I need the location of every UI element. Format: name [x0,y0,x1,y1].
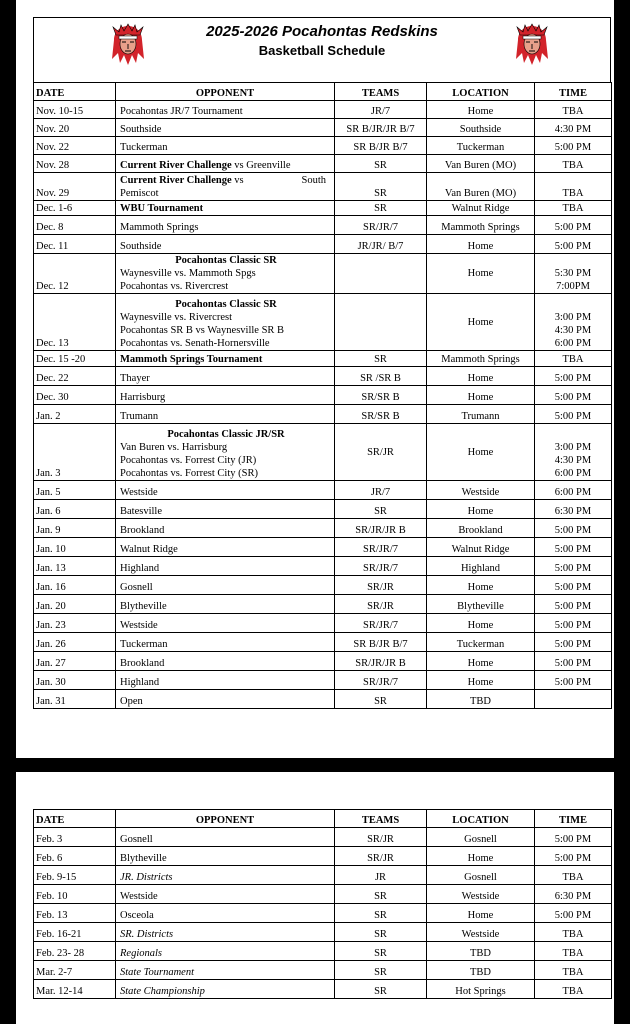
location-cell: Southside [427,119,535,137]
game-time: 3:00 PM [554,312,592,323]
date-cell: Nov. 20 [34,119,116,137]
table-row [34,614,612,633]
teams-cell: SR [335,942,427,961]
event-name: Pocahontas Classic SR [175,299,277,310]
location-cell: Home [427,101,535,119]
date-cell: Dec. 11 [34,235,116,254]
opponent-cell [116,294,335,351]
date-cell: Nov. 29 [34,173,116,201]
teams-cell: SR [335,201,427,216]
teams-cell: SR/JR/JR B [335,519,427,538]
column-header-location: LOCATION [427,810,535,828]
opponent-cell: Southside [116,119,335,137]
table-row [34,690,612,709]
date-cell: Jan. 31 [34,690,116,709]
opponent-cell: Brookland [116,652,335,671]
table-row [34,424,612,481]
location-cell: Home [427,614,535,633]
matchup: Pocahontas vs. Rivercrest [120,281,229,292]
location-cell: Brookland [427,519,535,538]
time-cell: TBA [535,866,612,885]
table-row [34,101,612,119]
teams-cell: SR B/JR/JR B/7 [335,119,427,137]
date-cell: Feb. 13 [34,904,116,923]
column-header-time: TIME [535,83,612,101]
table-row [34,557,612,576]
column-header-opponent: OPPONENT [116,83,335,101]
teams-cell: SR/JR [335,595,427,614]
teams-cell: SR/JR/7 [335,216,427,235]
date-cell: Dec. 22 [34,367,116,386]
time-cell: 5:00 PM [535,904,612,923]
time-cell: 5:00 PM [535,671,612,690]
table-row [34,904,612,923]
time-cell: 5:00 PM [535,557,612,576]
opponent-cell: Blytheville [116,595,335,614]
location-cell: TBD [427,942,535,961]
table-row [34,828,612,847]
teams-cell: JR/7 [335,101,427,119]
time-cell: TBA [535,101,612,119]
opponent-cell: Westside [116,481,335,500]
event-detail: vs [231,175,244,186]
table-row [34,980,612,999]
date-cell: Nov. 22 [34,137,116,155]
date-cell: Feb. 23- 28 [34,942,116,961]
event-detail: vs Greenville [231,160,291,171]
table-row [34,155,612,173]
opponent-cell: Open [116,690,335,709]
opponent-cell: Pocahontas JR/7 Tournament [116,101,335,119]
date-cell: Jan. 9 [34,519,116,538]
column-header-date: DATE [34,83,116,101]
time-cell: 5:00 PM [535,828,612,847]
date-cell: Dec. 13 [34,294,116,351]
opponent-cell: Mammoth Springs [116,216,335,235]
event-name: Pocahontas Classic JR/SR [167,429,285,440]
teams-cell: SR/SR B [335,386,427,405]
teams-cell: JR/7 [335,481,427,500]
time-cell: 5:00 PM [535,652,612,671]
date-cell: Jan. 13 [34,557,116,576]
table-row [34,519,612,538]
location-cell: Trumann [427,405,535,424]
date-cell: Jan. 10 [34,538,116,557]
time-cell: 5:00 PM [535,538,612,557]
teams-cell: SR [335,351,427,367]
time-cell: 5:00 PM [535,386,612,405]
teams-cell: JR [335,866,427,885]
teams-cell: SR [335,690,427,709]
location-cell: Home [427,671,535,690]
location-cell: Home [427,904,535,923]
location-cell: Mammoth Springs [427,351,535,367]
date-cell: Nov. 10-15 [34,101,116,119]
game-time: 5:30 PM [554,268,592,279]
opponent-cell: Regionals [116,942,335,961]
location-cell: Home [427,367,535,386]
location-cell: Blytheville [427,595,535,614]
time-cell [535,424,612,481]
teams-cell: SR/JR/JR B [335,652,427,671]
teams-cell: SR/JR/7 [335,614,427,633]
location-cell: Walnut Ridge [427,201,535,216]
table-row [34,137,612,155]
column-header-teams: TEAMS [335,810,427,828]
time-cell: TBA [535,923,612,942]
time-cell [535,254,612,294]
location-cell: Home [427,847,535,866]
date-cell: Jan. 16 [34,576,116,595]
teams-cell: SR [335,173,427,201]
table-row [34,538,612,557]
date-cell: Feb. 16-21 [34,923,116,942]
time-cell: 5:00 PM [535,847,612,866]
teams-cell: SR/JR/7 [335,538,427,557]
table-row [34,633,612,652]
date-cell: Dec. 30 [34,386,116,405]
time-cell: 5:00 PM [535,137,612,155]
location-cell: Home [427,576,535,595]
game-time: 4:30 PM [554,325,592,336]
teams-cell: SR [335,980,427,999]
table-row [34,235,612,254]
location-cell: Walnut Ridge [427,538,535,557]
teams-cell: SR/JR [335,828,427,847]
table-row [34,576,612,595]
location-cell: Home [427,294,535,351]
time-cell: TBA [535,155,612,173]
opponent-cell: SR. Districts [116,923,335,942]
time-cell: TBA [535,980,612,999]
table-row [34,386,612,405]
time-cell: TBA [535,942,612,961]
date-cell: Jan. 26 [34,633,116,652]
location-cell: Van Buren (MO) [427,173,535,201]
opponent-cell: Mammoth Springs Tournament [116,351,335,367]
location-cell: Westside [427,481,535,500]
teams-cell: SR /SR B [335,367,427,386]
opponent-cell: Highland [116,671,335,690]
date-cell: Dec. 8 [34,216,116,235]
schedule-table [33,82,612,709]
table-row [34,254,612,294]
event-name: Current River Challenge [120,175,232,186]
date-cell: Jan. 2 [34,405,116,424]
matchup: Pocahontas vs. Forrest City (JR) [120,455,257,466]
opponent-cell: Southside [116,235,335,254]
date-cell: Jan. 3 [34,424,116,481]
date-cell: Feb. 10 [34,885,116,904]
game-time: 7:00PM [556,281,590,292]
table-row [34,201,612,216]
opponent-cell: Harrisburg [116,386,335,405]
time-cell: TBA [535,173,612,201]
location-cell: TBD [427,690,535,709]
location-cell: Highland [427,557,535,576]
time-cell: 5:00 PM [535,614,612,633]
location-cell: Mammoth Springs [427,216,535,235]
opponent-cell: Trumann [116,405,335,424]
location-cell: Westside [427,923,535,942]
location-cell: Hot Springs [427,980,535,999]
table-row [34,847,612,866]
teams-cell: SR/JR [335,424,427,481]
table-row [34,923,612,942]
table-row [34,119,612,137]
game-time: 4:30 PM [554,455,592,466]
indian-head-mascot-icon [512,23,552,67]
game-time: 6:00 PM [554,338,592,349]
opponent-cell: State Tournament [116,961,335,980]
event-name: Pocahontas Classic SR [175,255,277,266]
teams-cell: SR B/JR B/7 [335,137,427,155]
opponent-cell: Osceola [116,904,335,923]
date-cell: Mar. 2-7 [34,961,116,980]
teams-cell: SR [335,500,427,519]
table-row [34,173,612,201]
date-cell: Jan. 6 [34,500,116,519]
opponent-cell [116,424,335,481]
matchup: Pocahontas SR B vs Waynesville SR B [120,325,285,336]
matchup: Van Buren vs. Harrisburg [120,442,228,453]
time-cell: 5:00 PM [535,235,612,254]
column-header-date: DATE [34,810,116,828]
table-row [34,367,612,386]
time-cell: 6:30 PM [535,885,612,904]
time-cell: TBA [535,351,612,367]
opponent-cell: Gosnell [116,576,335,595]
matchup: Pocahontas vs. Senath-Hornersville [120,338,270,349]
teams-cell: SR/JR/7 [335,557,427,576]
date-cell: Jan. 30 [34,671,116,690]
teams-cell: SR [335,961,427,980]
time-cell: 6:00 PM [535,481,612,500]
column-header-opponent: OPPONENT [116,810,335,828]
opponent-cell: JR. Districts [116,866,335,885]
time-cell: TBA [535,201,612,216]
teams-cell: SR/JR [335,576,427,595]
location-cell: Home [427,254,535,294]
column-header-location: LOCATION [427,83,535,101]
table-row [34,216,612,235]
matchup: Waynesville vs. Rivercrest [120,312,232,323]
time-cell [535,294,612,351]
table-row [34,652,612,671]
table-row [34,481,612,500]
time-cell: 5:00 PM [535,576,612,595]
schedule-page-2 [16,772,614,1024]
event-line: Pemiscot [120,188,159,199]
teams-cell: SR/JR [335,847,427,866]
location-cell: Home [427,500,535,519]
opponent-cell [116,173,335,201]
date-cell: Feb. 3 [34,828,116,847]
time-cell: 5:00 PM [535,595,612,614]
table-row [34,500,612,519]
opponent-cell: Tuckerman [116,633,335,652]
opponent-cell: Thayer [116,367,335,386]
event-name: Current River Challenge [120,160,232,171]
opponent-cell: Brookland [116,519,335,538]
date-cell: Jan. 5 [34,481,116,500]
location-cell: Van Buren (MO) [427,155,535,173]
event-detail-right: South [301,175,326,186]
table-row [34,405,612,424]
date-cell: Dec. 15 -20 [34,351,116,367]
schedule-subtitle: Basketball Schedule [258,43,386,58]
table-row [34,595,612,614]
teams-cell: SR [335,885,427,904]
location-cell: TBD [427,961,535,980]
time-cell [535,690,612,709]
table-header-row [34,810,612,828]
time-cell: 5:00 PM [535,367,612,386]
time-cell: 5:00 PM [535,519,612,538]
date-cell: Jan. 23 [34,614,116,633]
opponent-cell: Blytheville [116,847,335,866]
opponent-cell: WBU Tournament [116,201,335,216]
teams-cell: SR/JR/7 [335,671,427,690]
table-row [34,885,612,904]
opponent-cell [116,155,335,173]
date-cell: Jan. 20 [34,595,116,614]
matchup: Waynesville vs. Mammoth Spgs [120,268,256,279]
column-header-time: TIME [535,810,612,828]
opponent-cell: Walnut Ridge [116,538,335,557]
teams-cell [335,254,427,294]
date-cell: Mar. 12-14 [34,980,116,999]
schedule-title: 2025-2026 Pocahontas Redskins [206,23,438,40]
table-header-row [34,83,612,101]
time-cell: 5:00 PM [535,405,612,424]
table-row [34,942,612,961]
location-cell: Home [427,652,535,671]
location-cell: Home [427,424,535,481]
game-time: 6:00 PM [554,468,592,479]
table-row [34,351,612,367]
location-cell: Gosnell [427,828,535,847]
date-cell: Feb. 6 [34,847,116,866]
location-cell: Gosnell [427,866,535,885]
teams-cell: SR B/JR B/7 [335,633,427,652]
event-line [120,174,332,187]
column-header-teams: TEAMS [335,83,427,101]
time-cell: 6:30 PM [535,500,612,519]
teams-cell: JR/JR/ B/7 [335,235,427,254]
opponent-cell: State Championship [116,980,335,999]
game-time: 3:00 PM [554,442,592,453]
teams-cell: SR [335,904,427,923]
opponent-cell [116,254,335,294]
date-cell: Nov. 28 [34,155,116,173]
time-cell: 4:30 PM [535,119,612,137]
opponent-cell: Westside [116,614,335,633]
schedule-header [33,17,611,82]
date-cell: Dec. 1-6 [34,201,116,216]
teams-cell: SR [335,155,427,173]
location-cell: Home [427,235,535,254]
time-cell: 5:00 PM [535,633,612,652]
teams-cell [335,294,427,351]
teams-cell: SR [335,923,427,942]
location-cell: Westside [427,885,535,904]
time-cell: TBA [535,961,612,980]
table-row [34,671,612,690]
date-cell: Feb. 9-15 [34,866,116,885]
table-row [34,866,612,885]
location-cell: Tuckerman [427,137,535,155]
opponent-cell: Gosnell [116,828,335,847]
schedule-table [33,809,612,999]
opponent-cell: Westside [116,885,335,904]
date-cell: Jan. 27 [34,652,116,671]
opponent-cell: Tuckerman [116,137,335,155]
time-cell: 5:00 PM [535,216,612,235]
location-cell: Home [427,386,535,405]
opponent-cell: Batesville [116,500,335,519]
matchup: Pocahontas vs. Forrest City (SR) [120,468,258,479]
location-cell: Tuckerman [427,633,535,652]
schedule-page-1 [16,0,614,758]
opponent-cell: Highland [116,557,335,576]
date-cell: Dec. 12 [34,254,116,294]
table-row [34,961,612,980]
teams-cell: SR/SR B [335,405,427,424]
table-row [34,294,612,351]
